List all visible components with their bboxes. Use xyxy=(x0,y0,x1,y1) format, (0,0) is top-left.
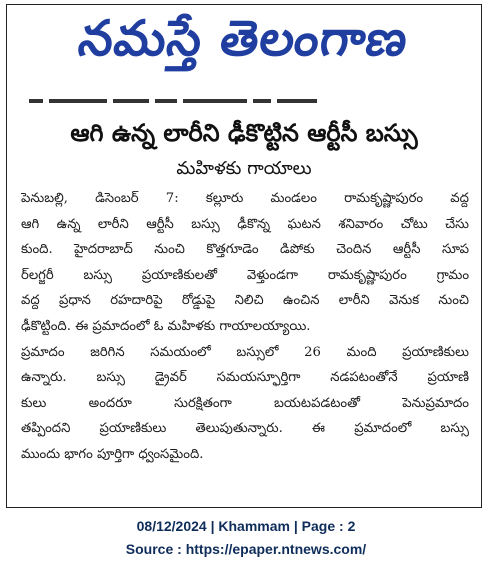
edition-info: 08/12/2024 | Khammam | Page : 2 xyxy=(136,518,356,534)
article-headline: ఆగి ఉన్న లారీని ఢీకొట్టిన ఆర్టీసీ బస్సు xyxy=(70,119,418,147)
article-line: ఉన్నారు. బస్సు డ్రైవర్ సమయస్ఫూర్తిగా నడపటంతోనే ప్రయాణి xyxy=(21,370,469,386)
article-line: పెనుబల్లి, డిసెంబర్ 7: కల్లూరు మండలం రామకృష్ణాపురం వద్ద xyxy=(21,191,469,206)
article-line: కుంది. హైదరాబాద్ నుంచి కొత్తగూడెం డిపోకు చెందిన ఆర్టీసీ సూప xyxy=(21,242,469,258)
article-body xyxy=(21,186,469,468)
article-line: ఆగి ఉన్న లారీని ఆర్టీసీ బస్సు ఢీకొన్న ఘటన శనివారం చోటు చేసు xyxy=(21,216,469,232)
article-line: ఢీకొట్టింది. ఈ ప్రమాదంలో ఓ మహిళకు గాయాలయ్యాయి. xyxy=(21,318,311,334)
masthead xyxy=(7,7,481,71)
article-subheadline: మహిళకు గాయాలు xyxy=(176,158,312,179)
article-line: ప్రమాదం జరిగిన సమయంలో బస్సులో 26 మంది ప్రయాణికులు xyxy=(21,344,469,360)
masthead-logo: నమస్తే తెలంగాణ xyxy=(75,10,413,67)
newspaper-clipping xyxy=(6,4,482,508)
cropped-text-fragment xyxy=(29,99,329,105)
article-line: తప్పిందని ప్రయాణికులు తెలుపుతున్నారు. ఈ ప్రమాదంలో బస్సు xyxy=(21,421,469,437)
article-line: ర్‌లగ్జరీ బస్సు ప్రయాణికులతో వెళ్తుండగా రామకృష్ణాపురం గ్రామం xyxy=(21,267,469,283)
source-link[interactable]: Source : https://epaper.ntnews.com/ xyxy=(125,541,367,557)
article-line: కులు అందరూ సురక్షితంగా బయటపడటంతో పెనుప్రమాదం xyxy=(21,395,469,411)
article-line: వద్ద ప్రధాన రహదారిపై రోడ్డుపై నిలిచి ఉంచిన లారీని వెనుక నుంచి xyxy=(21,293,469,309)
article-line: ముందు భాగం పూర్తిగా ధ్వంసమైంది. xyxy=(21,446,204,462)
